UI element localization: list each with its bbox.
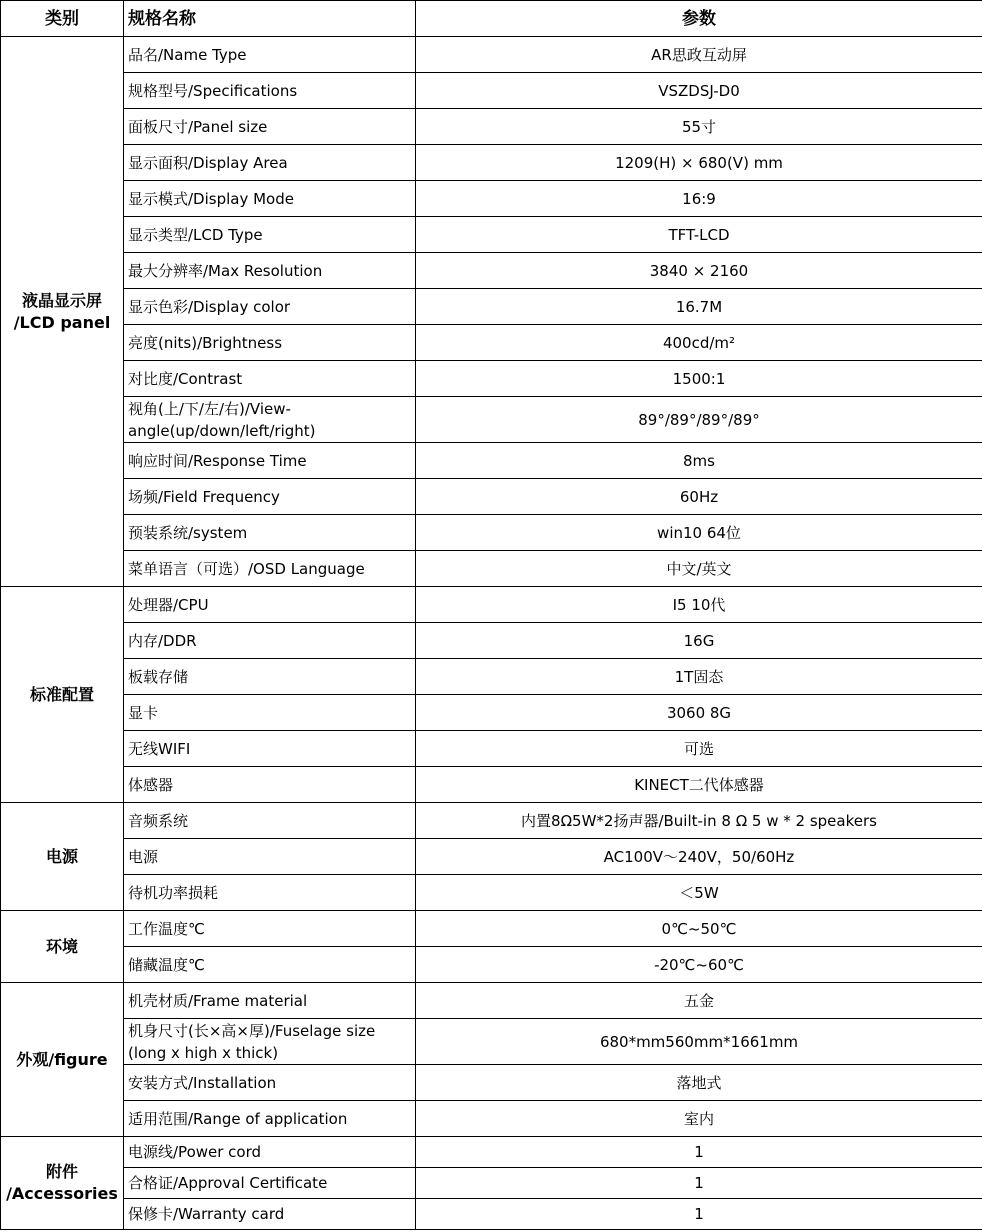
header-category: 类别 bbox=[1, 1, 124, 37]
spec-value-cell: 落地式 bbox=[416, 1065, 982, 1101]
table-row bbox=[1, 587, 982, 623]
category-label: 附件 bbox=[45, 1162, 78, 1181]
spec-name-cell: 无线WIFI bbox=[124, 731, 416, 767]
table-row bbox=[1, 731, 982, 767]
category-cell bbox=[1, 911, 124, 983]
spec-value-cell: 1500:1 bbox=[416, 361, 982, 397]
category-label: 外观/figure bbox=[16, 1049, 108, 1069]
spec-name-cell: 显示面积/Display Area bbox=[124, 145, 416, 181]
table-row bbox=[1, 253, 982, 289]
spec-name-cell: 预装系统/system bbox=[124, 515, 416, 551]
table-row bbox=[1, 73, 982, 109]
spec-value-cell: 1 bbox=[416, 1137, 982, 1168]
spec-name-cell: 显示色彩/Display color bbox=[124, 289, 416, 325]
spec-value-cell: VSZDSJ-D0 bbox=[416, 73, 982, 109]
spec-name-cell: 规格型号/Specifications bbox=[124, 73, 416, 109]
spec-value-cell: 680*mm560mm*1661mm bbox=[416, 1019, 982, 1065]
spec-name-cell: 场频/Field Frequency bbox=[124, 479, 416, 515]
table-row bbox=[1, 37, 982, 73]
spec-name-cell: 储藏温度℃ bbox=[124, 947, 416, 983]
table-row bbox=[1, 1065, 982, 1101]
table-row bbox=[1, 695, 982, 731]
spec-value-cell: 内置8Ω5W*2扬声器/Built-in 8 Ω 5 w * 2 speakers bbox=[416, 803, 982, 839]
spec-name-cell: 合格证/Approval Certificate bbox=[124, 1168, 416, 1199]
table-row bbox=[1, 289, 982, 325]
spec-value-cell: 16.7M bbox=[416, 289, 982, 325]
table-row bbox=[1, 325, 982, 361]
category-cell bbox=[1, 37, 124, 587]
table-row bbox=[1, 361, 982, 397]
spec-value-cell: 1 bbox=[416, 1168, 982, 1199]
spec-value-cell: 16G bbox=[416, 623, 982, 659]
spec-name-cell: 板载存储 bbox=[124, 659, 416, 695]
table-row bbox=[1, 551, 982, 587]
spec-value-cell: 55寸 bbox=[416, 109, 982, 145]
spec-name-cell: 工作温度℃ bbox=[124, 911, 416, 947]
spec-name-cell: 处理器/CPU bbox=[124, 587, 416, 623]
spec-name-cell: 亮度(nits)/Brightness bbox=[124, 325, 416, 361]
spec-name-cell: 体感器 bbox=[124, 767, 416, 803]
spec-value-cell: 0℃~50℃ bbox=[416, 911, 982, 947]
table-row bbox=[1, 217, 982, 253]
spec-value-cell: 可选 bbox=[416, 731, 982, 767]
spec-value-cell: 室内 bbox=[416, 1101, 982, 1137]
table-row bbox=[1, 623, 982, 659]
table-row bbox=[1, 659, 982, 695]
table-row bbox=[1, 875, 982, 911]
spec-name-cell: 响应时间/Response Time bbox=[124, 443, 416, 479]
spec-value-cell: 400cd/m² bbox=[416, 325, 982, 361]
spec-name-cell: 显示模式/Display Mode bbox=[124, 181, 416, 217]
category-cell bbox=[1, 983, 124, 1137]
spec-name-cell: 音频系统 bbox=[124, 803, 416, 839]
spec-value-cell: 五金 bbox=[416, 983, 982, 1019]
spec-name-cell: 机身尺寸(长×高×厚)/Fuselage size (long x high x thick) bbox=[124, 1019, 416, 1065]
spec-name-cell: 面板尺寸/Panel size bbox=[124, 109, 416, 145]
spec-name-cell: 内存/DDR bbox=[124, 623, 416, 659]
spec-name-cell: 适用范围/Range of application bbox=[124, 1101, 416, 1137]
spec-name-cell: 机壳材质/Frame material bbox=[124, 983, 416, 1019]
spec-value-cell: 60Hz bbox=[416, 479, 982, 515]
spec-value-cell: 1T固态 bbox=[416, 659, 982, 695]
header-name: 规格名称 bbox=[124, 1, 416, 37]
category-cell bbox=[1, 587, 124, 803]
spec-name-cell: 视角(上/下/左/右)/View-angle(up/down/left/right) bbox=[124, 397, 416, 443]
spec-value-cell: win10 64位 bbox=[416, 515, 982, 551]
table-row bbox=[1, 983, 982, 1019]
category-label: 液晶显示屏 bbox=[21, 290, 102, 310]
spec-value-cell: KINECT二代体感器 bbox=[416, 767, 982, 803]
table-row bbox=[1, 839, 982, 875]
spec-name-cell: 品名/Name Type bbox=[124, 37, 416, 73]
spec-name-cell: 电源线/Power cord bbox=[124, 1137, 416, 1168]
category-label: /LCD panel bbox=[13, 312, 111, 332]
table-row bbox=[1, 397, 982, 443]
category-label: 标准配置 bbox=[29, 684, 94, 704]
spec-value-cell: 8ms bbox=[416, 443, 982, 479]
spec-value-cell: 中文/英文 bbox=[416, 551, 982, 587]
table-row bbox=[1, 1137, 982, 1168]
spec-name-cell: 保修卡/Warranty card bbox=[124, 1199, 416, 1230]
table-row bbox=[1, 767, 982, 803]
category-label: 环境 bbox=[45, 936, 78, 956]
table-row bbox=[1, 1199, 982, 1230]
spec-name-cell: 最大分辨率/Max Resolution bbox=[124, 253, 416, 289]
category-label: 电源 bbox=[45, 846, 78, 866]
spec-name-cell: 电源 bbox=[124, 839, 416, 875]
spec-name-cell: 对比度/Contrast bbox=[124, 361, 416, 397]
table-row bbox=[1, 1168, 982, 1199]
category-label: /Accessories bbox=[6, 1184, 118, 1203]
spec-value-cell: 1209(H) × 680(V) mm bbox=[416, 145, 982, 181]
spec-value-cell: -20℃~60℃ bbox=[416, 947, 982, 983]
spec-name-cell: 待机功率损耗 bbox=[124, 875, 416, 911]
table-row bbox=[1, 479, 982, 515]
table-row bbox=[1, 443, 982, 479]
spec-body bbox=[1, 37, 982, 1230]
spec-value-cell: TFT-LCD bbox=[416, 217, 982, 253]
table-row bbox=[1, 515, 982, 551]
header-param: 参数 bbox=[416, 1, 982, 37]
spec-value-cell: AR思政互动屏 bbox=[416, 37, 982, 73]
spec-value-cell: 3840 × 2160 bbox=[416, 253, 982, 289]
spec-name-cell: 显示类型/LCD Type bbox=[124, 217, 416, 253]
table-row bbox=[1, 109, 982, 145]
table-row bbox=[1, 1101, 982, 1137]
table-row bbox=[1, 1019, 982, 1065]
spec-name-cell: 显卡 bbox=[124, 695, 416, 731]
header-row bbox=[1, 1, 982, 37]
table-row bbox=[1, 911, 982, 947]
table-row bbox=[1, 947, 982, 983]
table-row bbox=[1, 181, 982, 217]
category-cell bbox=[1, 803, 124, 911]
category-cell bbox=[1, 1137, 124, 1230]
spec-value-cell: 89°/89°/89°/89° bbox=[416, 397, 982, 443]
spec-value-cell: 3060 8G bbox=[416, 695, 982, 731]
spec-value-cell: I5 10代 bbox=[416, 587, 982, 623]
spec-value-cell: 16:9 bbox=[416, 181, 982, 217]
spec-name-cell: 菜单语言（可选）/OSD Language bbox=[124, 551, 416, 587]
table-row bbox=[1, 803, 982, 839]
spec-value-cell: ＜5W bbox=[416, 875, 982, 911]
spec-name-cell: 安装方式/Installation bbox=[124, 1065, 416, 1101]
spec-value-cell: 1 bbox=[416, 1199, 982, 1230]
table-row bbox=[1, 145, 982, 181]
spec-value-cell: AC100V～240V，50/60Hz bbox=[416, 839, 982, 875]
